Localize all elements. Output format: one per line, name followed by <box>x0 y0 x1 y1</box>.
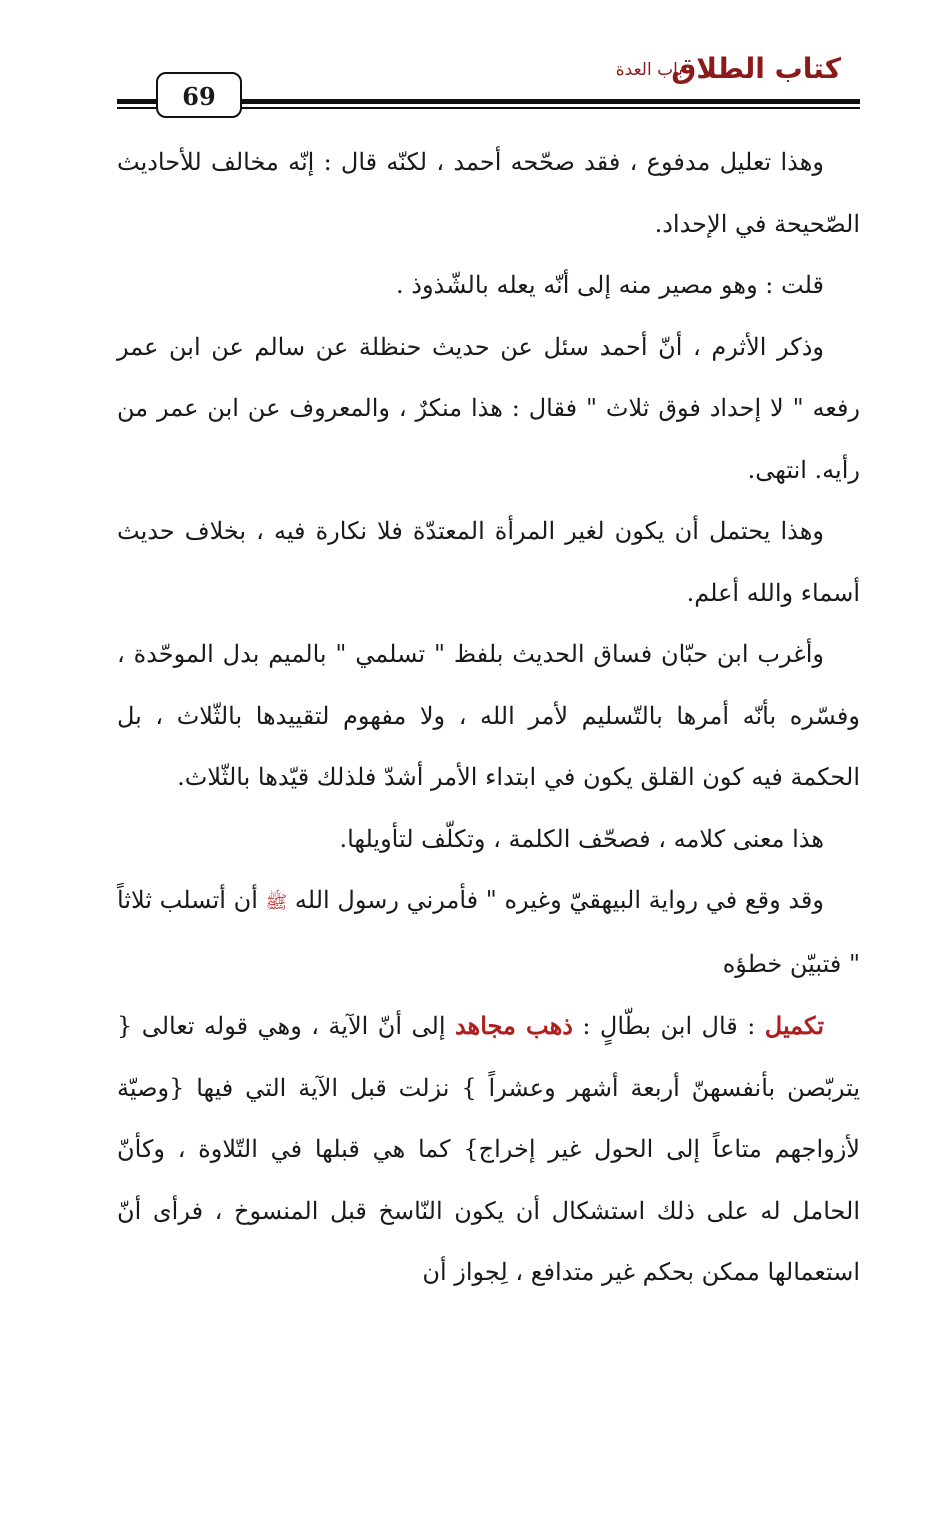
paragraph-2: قلت : وهو مصير منه إلى أنّه يعله بالشّذوذ . <box>396 271 824 299</box>
paragraph-8-text-a: : قال ابن بطّالٍ : <box>572 1012 765 1040</box>
book-title: كتاب الطلاق <box>671 52 841 85</box>
paragraph-7-text-a: وقد وقع في رواية البيهقيّ وغيره " فأمرني رسول الله <box>287 886 824 914</box>
paragraph-1: وهذا تعليل مدفوع ، فقد صحّحه أحمد ، لكنّه قال : إنّه مخالف للأحاديث الصّحيحة في الإحداد. <box>117 148 860 238</box>
mujahid-highlight: ذهب مجاهد <box>454 1011 573 1040</box>
paragraph-6: هذا معنى كلامه ، فصحّف الكلمة ، وتكلّف لتأويلها. <box>339 824 824 853</box>
page-number: 69 <box>156 72 242 118</box>
takmil-label: تكميل <box>764 1011 824 1040</box>
chapter-title: باب العدة <box>615 60 683 80</box>
page-header <box>0 0 945 120</box>
paragraph-4: وهذا يحتمل أن يكون لغير المرأة المعتدّة فلا نكارة فيه ، بخلاف حديث أسماء والله أعلم. <box>117 517 860 607</box>
paragraph-5: وأغرب ابن حبّان فساق الحديث بلفظ " تسلمي " بالميم بدل الموحّدة ، وفسّره بأنّه أمرها بالتّسليم لأمر الله ، ولا مفهوم لتقييدها بالثّلاث ، بل الحكمة فيه كون القلق يكون في ابتداء الأمر أشدّ فلذلك قيّدها بالثّلاث. <box>117 640 860 791</box>
honorific-glyph: ﷺ <box>265 892 288 913</box>
paragraph-7-text-b: أن أتسلب ثلاثاً " فتبيّن خطؤه <box>117 886 860 978</box>
paragraph-7 <box>117 870 860 995</box>
body-text <box>117 132 860 1304</box>
paragraph-3: وذكر الأثرم ، أنّ أحمد سئل عن حديث حنظلة عن سالم عن ابن عمر رفعه " لا إحداد فوق ثلاث " فقال : هذا منكرٌ ، والمعروف عن ابن عمر من رأيه. انتهى. <box>117 332 860 484</box>
paragraph-8 <box>117 995 860 1304</box>
paragraph-8-text-b: إلى أنّ الآية ، وهي قوله تعالى { يتربّصن بأنفسهنّ أربعة أشهر وعشراً } نزلت قبل الآية التي فيها {وصيّة لأزواجهم متاعاً إلى الحول غير إخراج} كما هي قبلها في التّلاوة ، وكأنّ الحامل له على ذلك استشكال أن يكون النّاسخ قبل المنسوخ ، فرأى أنّ استعمالها ممكن بحكم غير متدافع ، لِجواز أن <box>117 1012 860 1286</box>
